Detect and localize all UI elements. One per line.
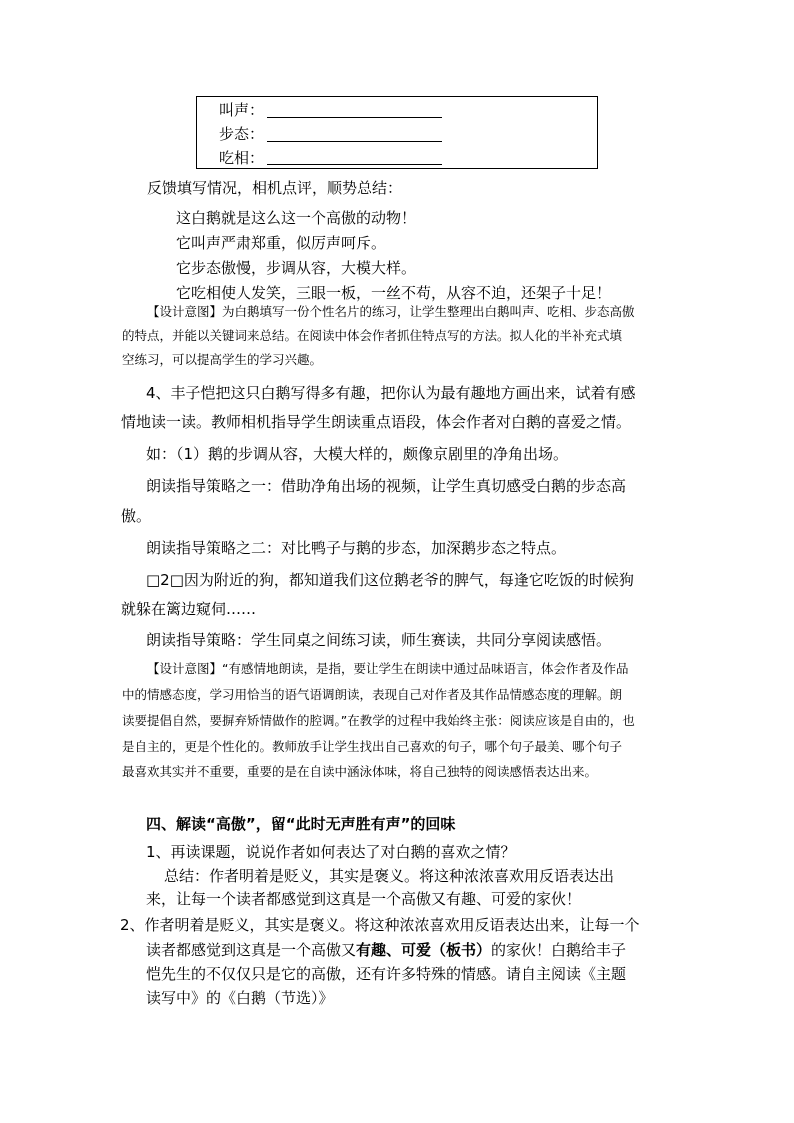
design-intent-note: 【设计意图】“有感情地朗读，是指，要让学生在朗读中通过品味语言，体会作者及作品 xyxy=(147,661,629,676)
design-intent-note: 中的情感态度，学习用恰当的语气语调朗读，表现自己对作者及其作品情感态度的理解。朗 xyxy=(122,687,623,702)
reading-strategy: 朗读指导策略之二：对比鸭子与鹅的步态，加深鹅步态之特点。 xyxy=(146,539,567,557)
paragraph-step4: 情地读一读。教师相机指导学生朗读重点语段，体会作者对白鹅的喜爱之情。 xyxy=(121,413,632,431)
goose-card-form xyxy=(196,96,598,169)
paragraph-step2: 2、作者明着是贬义，其实是褒义。将这种浓浓喜欢用反语表达出来，让每一个 xyxy=(120,916,640,934)
section-heading: 四、解读“高傲”，留“此时无声胜有声”的回味 xyxy=(146,815,456,833)
reading-strategy: 朗读指导策略之一：借助净角出场的视频，让学生真切感受白鹅的步态高 xyxy=(146,477,627,495)
blank-line-eating xyxy=(267,164,442,165)
paragraph-step2: 恺先生的不仅仅只是它的高傲，还有许多特殊的情感。请自主阅读《主题 xyxy=(146,965,627,983)
paragraph-step4: 4、丰子恺把这只白鹅写得多有趣，把你认为最有趣地方画出来，试着有感 xyxy=(146,384,636,402)
design-intent-note: 【设计意图】为白鹅填写一份个性名片的练习，让学生整理出白鹅叫声、吃相、步态高傲 xyxy=(147,304,635,319)
form-row-gait xyxy=(219,123,264,145)
design-intent-note: 的特点，并能以关键词来总结。在阅读中体会作者抓住特点写的方法。拟人化的半补充式填 xyxy=(122,328,623,343)
conclusion-line: 来，让每一个读者都感觉到这真是一个高傲又有趣、可爱的家伙！ xyxy=(146,890,582,908)
form-row-call xyxy=(219,99,264,121)
summary-line: 这白鹅就是这么这一个高傲的动物！ xyxy=(176,209,417,227)
design-intent-note: 读要提倡自然，要摒弃矫情做作的腔调。”在教学的过程中我始终主张：阅读应该是自由的，也 xyxy=(122,713,635,728)
example-line: 就躲在篱边窥伺…… xyxy=(121,600,257,618)
summary-line: 它叫声严肃郑重，似厉声呵斥。 xyxy=(176,234,387,252)
design-intent-note: 是自主的，更是个性化的。教师放手让学生找出自己喜欢的句子，哪个句子最美、哪个句子 xyxy=(122,739,623,754)
question-line: 1、再读课题，说说作者如何表达了对白鹅的喜欢之情？ xyxy=(146,843,516,861)
paragraph-step2: 读写中》的《白鹅（节选）》 xyxy=(146,989,334,1007)
paragraph-feedback: 反馈填写情况，相机点评，顺势总结： xyxy=(147,179,403,197)
form-row-eating xyxy=(219,147,264,169)
example-line: 如：（1）鹅的步调从容，大模大样的，颇像京剧里的净角出场。 xyxy=(146,445,569,463)
conclusion-line: 总结：作者明着是贬义，其实是褒义。将这种浓浓喜欢用反语表达出 xyxy=(164,867,615,885)
text-span: 的家伙！白鹅给丰子 xyxy=(491,941,627,959)
form-label-eating: 吃相： xyxy=(219,149,265,167)
summary-line: 它步态傲慢，步调从容，大模大样。 xyxy=(176,259,417,277)
form-label-call: 叫声： xyxy=(219,101,265,119)
text-span: 读者都感觉到这真是一个高傲又 xyxy=(146,941,357,959)
design-intent-note: 最喜欢其实并不重要，重要的是在自读中涵泳体味，将自己独特的阅读感悟表达出来。 xyxy=(122,764,598,779)
blank-line-gait xyxy=(267,141,442,142)
board-writing-emphasis: 有趣、可爱（板书） xyxy=(356,941,492,959)
reading-strategy: 傲。 xyxy=(121,507,152,525)
reading-strategy: 朗读指导策略：学生同桌之间练习读，师生赛读，共同分享阅读感悟。 xyxy=(146,631,612,649)
design-intent-note: 空练习，可以提高学生的学习兴趣。 xyxy=(122,352,323,367)
form-label-gait: 步态： xyxy=(219,125,265,143)
blank-line-call xyxy=(267,117,442,118)
example-line: □2□因为附近的狗，都知道我们这位鹅老爷的脾气，每逢它吃饭的时候狗 xyxy=(146,571,634,589)
summary-line: 它吃相使人发笑，三眼一板，一丝不苟，从容不迫，还架子十足！ xyxy=(176,284,612,302)
paragraph-step2 xyxy=(146,939,626,961)
